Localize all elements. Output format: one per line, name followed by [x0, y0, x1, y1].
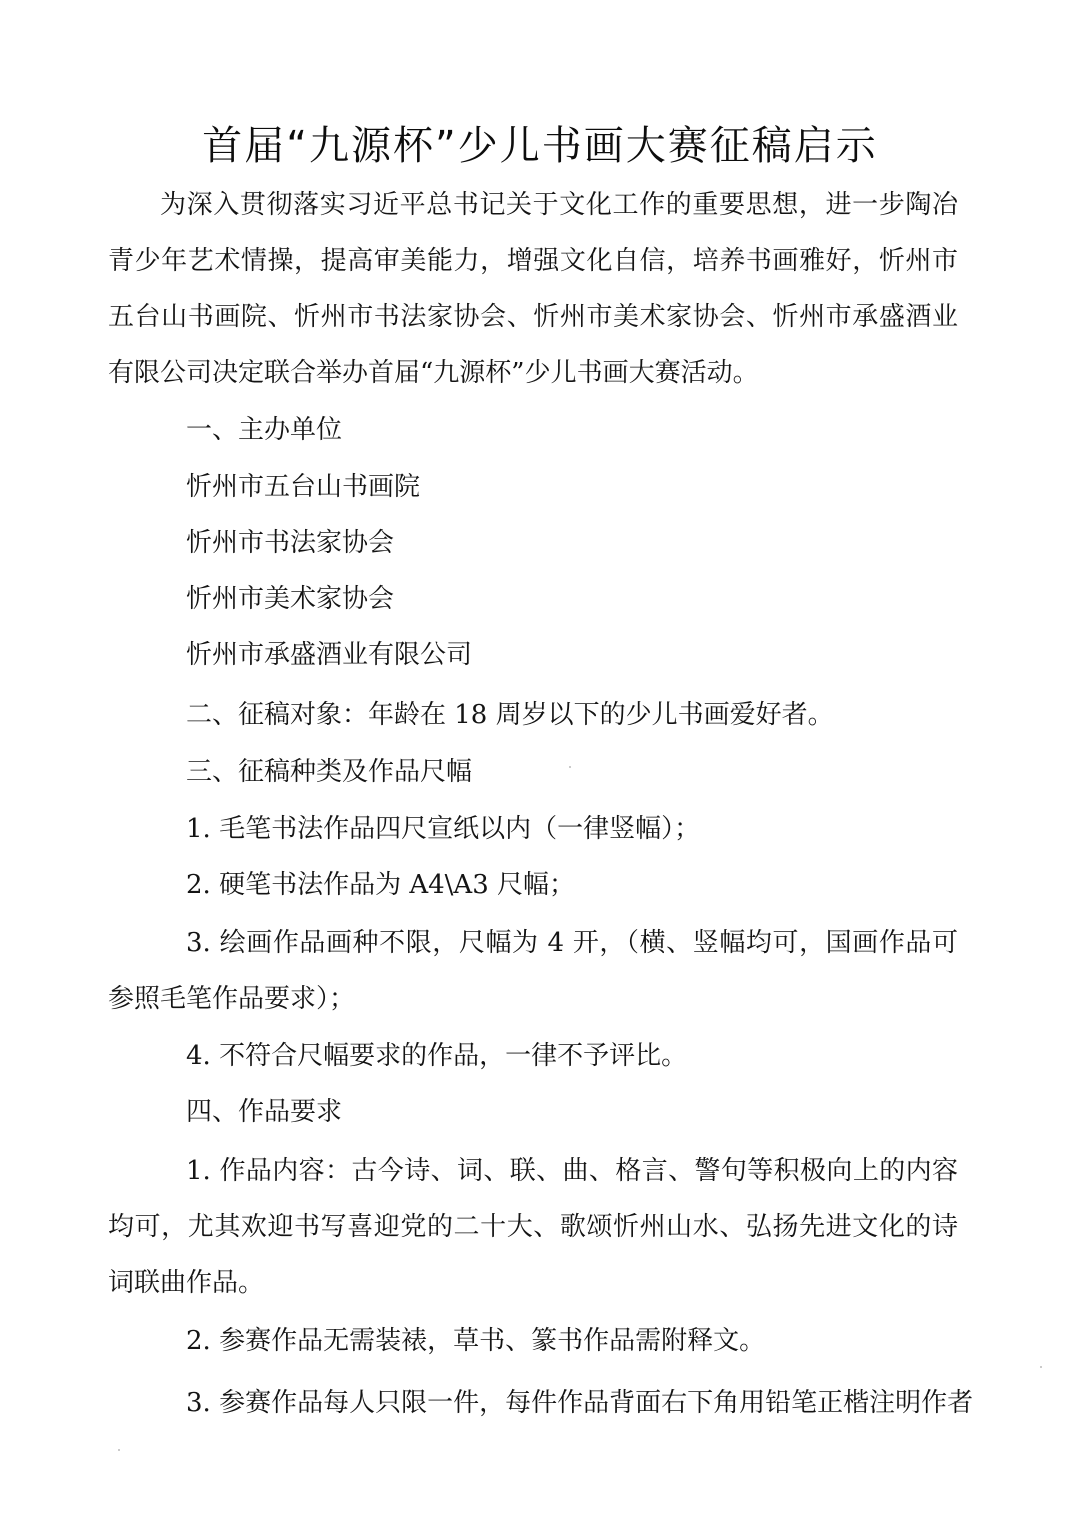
section4-item: 3. 参赛作品每人只限一件，每件作品背面右下角用铅笔正楷注明作者: [186, 1388, 974, 1418]
section4-block: [108, 1084, 958, 1140]
section1-block: [108, 402, 958, 458]
section3-item: 3. 绘画作品画种不限，尺幅为 4 开，（横、竖幅均可，国画作品可参照毛笔作品要求）；: [108, 928, 958, 1014]
section2-block: [108, 687, 958, 743]
scan-speck: [569, 766, 571, 768]
section4-item: 1. 作品内容：古今诗、词、联、曲、格言、警句等积极向上的内容均可，尤其欢迎书写喜迎党的二十大、歌颂忻州山水、弘扬先进文化的诗词联曲作品。: [108, 1156, 958, 1298]
section4-item: 2. 参赛作品无需装裱，草书、篆书作品需附释文。: [186, 1326, 766, 1356]
intro-paragraph: 为深入贯彻落实习近平总书记关于文化工作的重要思想，进一步陶冶青少年艺术情操，提高审美能力，增强文化自信，培养书画雅好，忻州市五台山书画院、忻州市书法家协会、忻州市美术家协会、忻州市承盛酒业有限公司决定联合举办首届“九源杯”少儿书画大赛活动。: [108, 190, 958, 388]
section1-heading: 一、主办单位: [186, 415, 343, 445]
section3-heading: 三、征稿种类及作品尺幅: [186, 757, 473, 787]
section3-item3-block: [108, 915, 958, 1027]
document-title: 首届“九源杯”少儿书画大赛征稿启示: [202, 123, 878, 169]
intro-block: [108, 177, 958, 401]
scan-speck: [118, 1449, 120, 1451]
section3-item: 4. 不符合尺幅要求的作品，一律不予评比。: [186, 1041, 688, 1071]
organizer-item: 忻州市美术家协会: [186, 584, 395, 614]
section4-heading: 四、作品要求: [186, 1097, 343, 1127]
organizer-item: 忻州市承盛酒业有限公司: [186, 640, 473, 670]
section3-item: 2. 硬笔书法作品为 A4\A3 尺幅；: [186, 870, 575, 900]
section3-item4-block: [108, 1028, 958, 1084]
organizer-item: 忻州市书法家协会: [186, 528, 395, 558]
section4-item2-block: [108, 1313, 958, 1369]
section2-text: 二、征稿对象：年龄在 18 周岁以下的少儿书画爱好者。: [186, 700, 834, 730]
section4-item3-block: [108, 1375, 974, 1431]
section3-items: [108, 801, 958, 913]
organizer-item: 忻州市五台山书画院: [186, 472, 421, 502]
section3-block: [108, 744, 958, 800]
scan-speck: [1040, 1366, 1042, 1368]
section3-item: 1. 毛笔书法作品四尺宣纸以内（一律竖幅）；: [186, 814, 701, 844]
section4-item1-block: [108, 1143, 958, 1311]
organizers-list: [108, 459, 958, 683]
